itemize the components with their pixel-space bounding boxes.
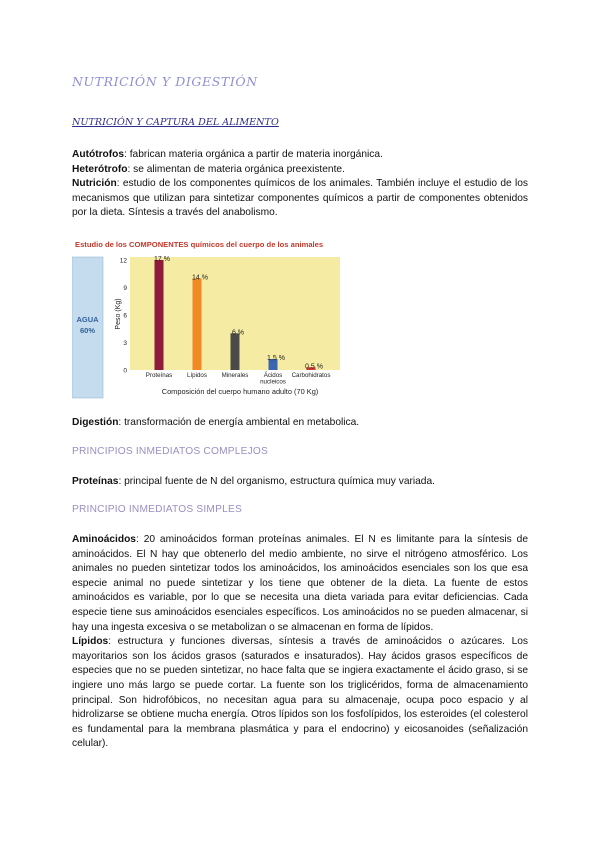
water-label: AGUA bbox=[76, 315, 99, 324]
data-label: 17 % bbox=[154, 256, 170, 263]
data-label: 0,5 % bbox=[305, 363, 323, 371]
category-label: nucleicos bbox=[260, 378, 286, 386]
bar-2 bbox=[193, 278, 202, 370]
y-tick-label: 0 bbox=[123, 367, 127, 375]
autotrofos-term: Autótrofos bbox=[72, 149, 125, 160]
category-label: Lípidos bbox=[187, 372, 207, 379]
digestion-text: : transformación de energía ambiental en metabolica. bbox=[118, 417, 360, 428]
proteinas-block bbox=[72, 475, 528, 490]
aminoacidos-paragraph bbox=[72, 533, 528, 635]
digestion-term: Digestión bbox=[72, 417, 119, 428]
digestion-block bbox=[72, 416, 528, 431]
category-label: Minerales bbox=[221, 372, 249, 379]
lipidos-paragraph bbox=[72, 635, 528, 752]
data-label: 14 % bbox=[192, 274, 208, 282]
nutricion-term: Nutrición bbox=[72, 178, 117, 190]
bar-1 bbox=[155, 260, 164, 370]
digestion-paragraph bbox=[72, 416, 528, 431]
proteinas-paragraph bbox=[72, 475, 528, 490]
data-label: 1,5 % bbox=[267, 355, 285, 362]
heterotrofo-text: : se alimentan de materia orgánica preexistente. bbox=[127, 163, 345, 175]
lipidos-text: : estructura y funciones diversas, síntesis a través de aminoácidos o azúcares. Los mayoritarios son los ácidos grasos (saturados e insaturados). Hay ácidos grasos específicos de especies que no se pueden sintetizar, no hace falta que se ingiera exactamente el ácido graso, si se ingiere uno más largo se puede cortar. La fuente son los triglicéridos, forma de almacenamiento principal. Son hidrofóbicos, no necesitan agua para su almacenaje, ocupa poco espacio y al hidrolizarse se obtiene mucha energía. Otros lípidos son los fosfolípidos, los esteroides (el colesterol es fundamental para la membrana plasmática y para el endocrino) y eicosanoides (señalización celular). bbox=[72, 636, 528, 750]
nutricion-paragraph bbox=[72, 177, 528, 221]
intro-block bbox=[72, 148, 528, 221]
chart-title: Estudio de los COMPONENTES químicos del cuerpo de los animales bbox=[75, 240, 324, 249]
category-label: Proteínas bbox=[145, 372, 173, 379]
aminoacidos-text: : 20 aminoácidos forman proteínas animales. El N es limitante para la síntesis de aminoácidos. El N hay que obtenerlo del medio ambiente, no sirve el nitrógeno atmosférico. Los animales no pueden sintetizar todos los aminoácidos, los aminoácidos esenciales son los que esa especie animal no puede sintetizar y los tiene que obtener de la dieta. La fuente de estos aminoácidos es variable, por lo que se necesita una dieta variada para evitar deficiencias. Cada especie tiene sus aminoácidos esenciales específicos. Los aminoácidos no se pueden almacenar, si hay una ingesta excesiva o se metabolizan o se almacenan en forma de lípidos. bbox=[72, 534, 528, 633]
y-tick-label: 3 bbox=[123, 340, 127, 347]
water-percent: 60% bbox=[79, 326, 96, 335]
bar-3 bbox=[231, 333, 240, 370]
data-label: 6 % bbox=[231, 329, 245, 337]
composition-figure bbox=[72, 236, 362, 402]
y-tick-label: 6 bbox=[123, 312, 127, 320]
y-tick-label: 12 bbox=[119, 257, 127, 265]
heterotrofo-paragraph bbox=[72, 163, 528, 178]
y-axis-label: Peso (Kg) bbox=[115, 298, 122, 330]
nutricion-text: : estudio de los componentes químicos de los animales. También incluye el estudio de los mecanismos que utilizan para sintetizar componentes químicos a partir de componentes obtenidos por la dieta. Síntesis a través del anabolismo. bbox=[72, 178, 528, 219]
proteinas-text: : principal fuente de N del organismo, estructura química muy variada. bbox=[118, 476, 435, 487]
document-title: NUTRICIÓN Y DIGESTIÓN bbox=[72, 74, 258, 89]
heterotrofo-term: Heterótrofo bbox=[72, 163, 128, 175]
autotrofos-paragraph bbox=[72, 148, 528, 163]
proteinas-term: Proteínas bbox=[72, 476, 119, 487]
x-axis-label: Composición del cuerpo humano adulto (70 Kg) bbox=[161, 387, 319, 396]
autotrofos-text: : fabrican materia orgánica a partir de materia inorgánica. bbox=[124, 149, 383, 160]
y-tick-label: 9 bbox=[123, 285, 127, 292]
category-label: Carbohidratos bbox=[291, 372, 331, 379]
section-heading-complex: PRINCIPIOS INMEDIATOS COMPLEJOS bbox=[72, 446, 269, 457]
section-subtitle: NUTRICIÓN Y CAPTURA DEL ALIMENTO bbox=[72, 117, 279, 128]
section-heading-simple: PRINCIPIO INMEDIATOS SIMPLES bbox=[72, 504, 242, 515]
lipidos-term: Lípidos bbox=[72, 636, 109, 648]
category-label: Ácidos bbox=[263, 372, 283, 379]
simple-principles-block bbox=[72, 533, 528, 752]
aminoacidos-term: Aminoácidos bbox=[72, 534, 136, 545]
